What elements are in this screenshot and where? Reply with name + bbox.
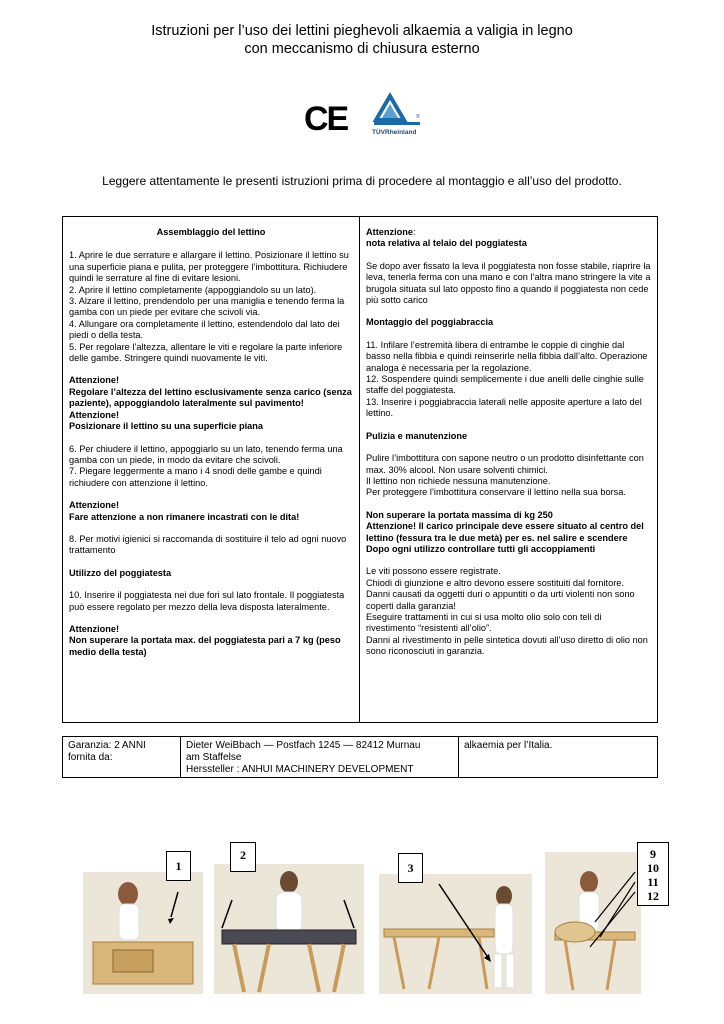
step-6: 6. Per chiudere il lettino, appoggiarlo su un lato, tenendo ferma una gamba con un piede, in modo da evitare che scivoli. xyxy=(69,443,343,465)
warning-text: Fare attenzione a non rimanere incastrati con le dita! xyxy=(69,511,300,522)
address-line: Dieter WeiBbach — Postfach 1245 — 82412 Murnau xyxy=(186,740,421,751)
manufacturer-line: Herssteller : ANHUI MACHINERY DEVELOPMENT xyxy=(186,764,414,775)
photo-step-3 xyxy=(379,874,532,994)
photo-number-9-12 xyxy=(637,842,669,906)
svg-text:®: ® xyxy=(416,114,420,120)
photo-number-11: 11 xyxy=(647,875,659,889)
assembly-heading: Assemblaggio del lettino xyxy=(156,227,266,237)
step-8: 8. Per motivi igienici si raccomanda di sostituire il telo ad ogni nuovo trattamento xyxy=(69,533,347,556)
warning-text: Regolare l’altezza del lettino esclusivamente senza carico (senza paziente), appoggiandolo lateralmente sul pavimento! xyxy=(69,386,352,409)
step-4: 4. Allungare ora completamente il lettino, estendendolo dal lato dei piedi o della testa. xyxy=(69,318,340,341)
cleaning-heading: Pulizia e manutenzione xyxy=(366,430,468,441)
load-warning-line: Non superare la portata massima di kg 250 xyxy=(366,509,553,520)
note-line: Chiodi di giunzione e altro devono essere sostituiti dal fornitore. xyxy=(366,577,624,588)
note-line: Eseguire trattamenti in cui si usa molto olio solo con teli di rivestimento “resistenti all’olio”. xyxy=(366,611,602,634)
address-line: am Staffelse xyxy=(186,752,242,763)
photo-step-2 xyxy=(214,864,364,994)
headrest-note: Se dopo aver fissato la leva il poggiatesta non fosse stabile, riaprire la leva, tenerla ferma con una mano e con l’altra mano stringere la vite a brugola situata sul lato opposto fino a quando il poggiatesta non cede più sotto carico xyxy=(366,260,651,306)
warning-block-2 xyxy=(69,500,353,523)
step-11: 11. Infilare l’estremità libera di entrambe le coppie di cinghie dal basso nella fibbia e quindi reinserirle nella fibbia dall’alto. Operazione analoga è necessaria per la regolazione. xyxy=(366,339,648,373)
distributor-text: alkaemia per l’Italia. xyxy=(464,740,553,751)
step-13: 13. Inserire i poggiabraccia laterali nelle apposite aperture a lato del lettino. xyxy=(366,396,642,419)
note-line: Danni al rivestimento in pelle sintetica dovuti all’uso diretto di olio non sono riconosciuti in garanzia. xyxy=(366,634,648,657)
warning-label: Attenzione! xyxy=(69,500,120,511)
assembly-steps xyxy=(69,250,353,364)
warning-label: Attenzione! xyxy=(69,623,120,634)
svg-text:TÜVRheinland: TÜVRheinland xyxy=(372,129,417,136)
photo-step-1 xyxy=(83,872,203,994)
photo-number-1: 1 xyxy=(166,851,191,881)
attention-label: Attenzione xyxy=(366,227,413,237)
intro-text: Leggere attentamente le presenti istruzioni prima di procedere al montaggio e all’uso del prodotto. xyxy=(102,174,622,188)
note-line: Danni causati da oggetti duri o appuntiti o da urti violenti non sono coperti dalla garanzia! xyxy=(366,589,635,611)
step-3: 3. Alzare il lettino, prendendolo per una maniglia e tenendo ferma la gamba con un piede per evitare che scivoli via. xyxy=(69,296,345,318)
supplier-label: fornita da: xyxy=(68,752,113,763)
photo-number-3: 3 xyxy=(398,853,423,883)
warning-block-1 xyxy=(69,375,353,432)
cleaning-line: Pulire l’imbottitura con sapone neutro o un prodotto disinfettante con max. 30% alcool. Non usare solventi chimici. xyxy=(366,453,644,475)
guarantee-label: Garanzia: 2 ANNI xyxy=(68,740,146,751)
step-10: 10. Inserire il poggiatesta nei due fori sul lato frontale. Il poggiatesta può essere regolato per mezzo della leva disposta lateralmente. xyxy=(69,590,345,612)
photo-step-9-12 xyxy=(545,852,641,994)
certification-logos xyxy=(300,92,430,142)
headrest-heading: Utilizzo del poggiatesta xyxy=(69,567,172,578)
armrest-steps xyxy=(366,340,651,420)
guarantee-label-cell xyxy=(63,737,181,777)
warning-label: Attenzione! xyxy=(69,409,120,420)
title-line-1: Istruzioni per l’uso dei lettini pieghevoli alkaemia a valigia in legno xyxy=(151,23,573,39)
cleaning-line: Per proteggere l’imbottitura conservare il lettino nella sua borsa. xyxy=(366,487,626,498)
country-cell xyxy=(459,737,657,777)
photo-number-2: 2 xyxy=(230,842,256,872)
step-5: 5. Per regolare l’altezza, allentare le viti e regolare la parte inferiore delle gambe. Stringere quindi nuovamente le viti. xyxy=(69,341,343,364)
step-12: 12. Sospendere quindi semplicemente i due anelli delle cinghie sulle staffe del poggiatesta. xyxy=(366,374,644,396)
right-column xyxy=(360,217,657,722)
attention-subheading: nota relativa al telaio del poggiatesta xyxy=(366,238,527,249)
ce-mark-icon xyxy=(304,100,349,138)
ce-tuv-logo xyxy=(300,92,430,142)
document-title xyxy=(0,22,724,58)
supplier-address-cell xyxy=(181,737,459,777)
closing-steps xyxy=(69,444,353,490)
photo-number-10: 10 xyxy=(647,861,659,875)
photo-number-12: 12 xyxy=(647,889,659,903)
armrest-heading: Montaggio del poggiabraccia xyxy=(366,317,494,328)
title-line-2: con meccanismo di chiusura esterno xyxy=(244,41,480,57)
attention-colon: : xyxy=(412,227,416,237)
guarantee-table xyxy=(62,736,658,778)
warning-text: Posizionare il lettino su una superficie piana xyxy=(69,421,264,432)
load-warning-line: Dopo ogni utilizzo controllare tutti gli accoppiamenti xyxy=(366,543,596,554)
cleaning-text xyxy=(366,453,651,499)
warning-text: Non superare la portata max. del poggiatesta pari a 7 kg (peso medio della testa) xyxy=(69,635,341,657)
attention-heading xyxy=(366,227,651,238)
warning-block-3 xyxy=(69,624,353,658)
step-1: 1. Aprire le due serrature e allargare il lettino. Posizionare il lettino su una superficie piana e pulita, per proteggere l’imbottitura. Richiudere quindi le serrature al fine di evitare lesioni. xyxy=(69,250,349,284)
warning-label: Attenzione! xyxy=(69,375,120,386)
warranty-notes xyxy=(366,566,651,657)
instructions-table xyxy=(62,216,658,723)
svg-text:CE: CE xyxy=(304,100,348,138)
tuv-rheinland-icon xyxy=(372,96,420,136)
note-line: Le viti possono essere registrate. xyxy=(366,566,501,577)
step-2: 2. Aprire il lettino completamente (appoggiandolo su un lato). xyxy=(69,284,317,295)
step-7: 7. Piegare leggermente a mano i 4 snodi delle gambe e quindi richiudere con attenzione il lettino. xyxy=(69,466,322,488)
load-warning xyxy=(366,510,651,556)
load-warning-line: Attenzione! Il carico principale deve essere situato al centro del lettino (fessura tra le due metà) per es. nel salire e scendere xyxy=(366,521,644,543)
left-column xyxy=(63,217,360,722)
cleaning-line: Il lettino non richiede nessuna manutenzione. xyxy=(366,475,551,486)
photo-number-9: 9 xyxy=(650,847,656,861)
